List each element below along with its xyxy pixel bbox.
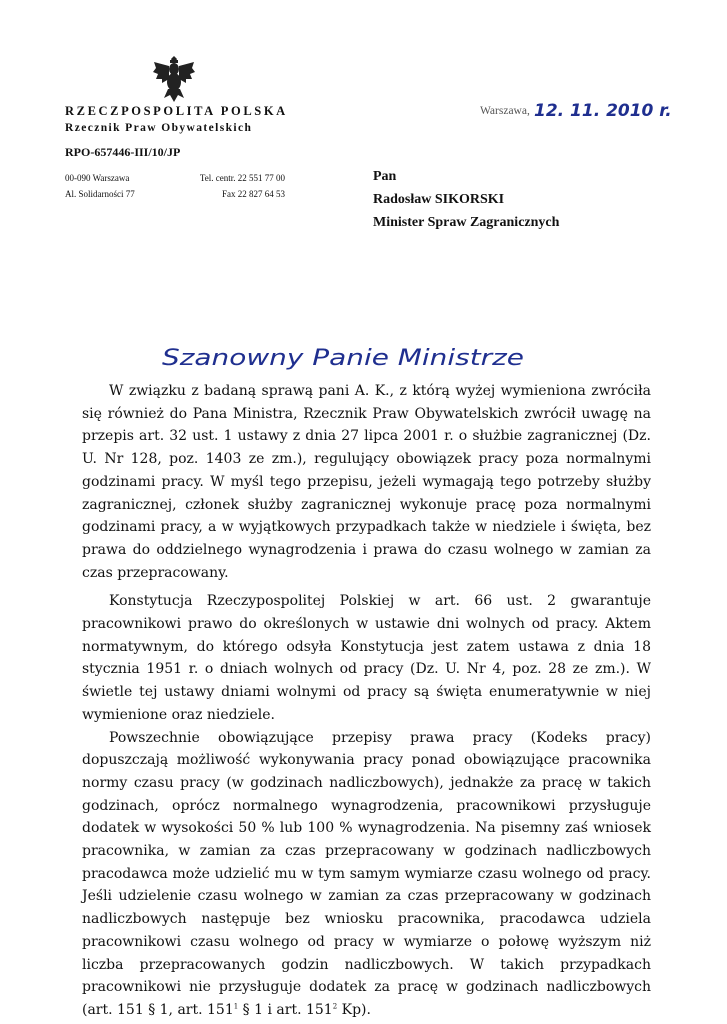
fax-number: Fax 22 827 64 53 [222, 189, 285, 199]
street: Al. Solidarności 77 [65, 189, 135, 199]
phone-number: Tel. centr. 22 551 77 00 [199, 173, 285, 183]
handwritten-salutation-text: Szanowny Panie Ministrze [162, 346, 524, 371]
reference-number: RPO-657446-III/10/JP [65, 145, 181, 159]
recipient-position: Minister Spraw Zagranicznych [373, 215, 560, 230]
superscript-2: 2 [332, 1002, 338, 1011]
office-name: Rzecznik Praw Obywatelskich [65, 122, 253, 134]
recipient-title: Pan [373, 169, 397, 184]
recipient-name: Radosław SIKORSKI [373, 192, 505, 207]
recipient-block [373, 165, 559, 234]
paragraph-3-end: Kp). [337, 1001, 371, 1018]
letter-body [82, 380, 651, 1022]
handwritten-date [532, 96, 672, 126]
polish-eagle-emblem-icon [150, 52, 198, 104]
postcode-city: 00-090 Warszawa [65, 173, 130, 183]
letterhead [65, 103, 288, 137]
paragraph-3 [82, 727, 651, 1022]
handwritten-salutation [160, 338, 530, 378]
country-name: RZECZPOSPOLITA POLSKA [65, 104, 288, 118]
paragraph-1: W związku z badaną sprawą pani A. K., z którą wyżej wymieniona zwróciła się również do Pana Ministra, Rzecznik Praw Obywatelskich zwrócił uwagę na przepis art. 32 ust. 1 ustawy z dnia 27 lipca 2001 r. o służbie zagranicznej (Dz. U. Nr 128, poz. 1403 ze zm.), regulujący obowiązek pracy poza normalnymi godzinami pracy. W myśl tego przepisu, jeżeli wymagają tego potrzeby służby zagranicznej, członek służby zagranicznej wykonuje pracę poza normalnymi godzinami pracy, a w wyjątkowych przypadkach także w niedziele i święta, bez prawa do oddzielnego wynagrodzenia i prawa do czasu wolnego w zamian za czas przepracowany. [82, 383, 651, 581]
superscript-1: 1 [233, 1002, 239, 1011]
paragraph-3-middle: § 1 i art. 151 [238, 1001, 333, 1018]
paragraph-3-text: Powszechnie obowiązujące przepisy prawa pracy (Kodeks pracy) dopuszczają możliwość wykonywania pracy ponad obowiązujące pracownika normy czasu pracy (w godzinach nadliczbowych), jednakże za pracę w takich godzinach, oprócz normalnego wynagrodzenia, pracownikowi przysługuje dodatek w wysokości 50 % lub 100 % wynagrodzenia. Na pisemny zaś wniosek pracownika, w zamian za czas przepracowany w godzinach nadliczbowych pracodawca może udzielić mu w tym samym wymiarze czasu wolnego od pracy. Jeśli udzielenie czasu wolnego w zamian za czas przepracowany w godzinach nadliczbowych następuje bez wniosku pracownika, pracodawca udziela pracownikowi czasu wolnego od pracy w wymiarze o połowę wyższym niż liczba przepracowanych godzin nadliczbowych. W takich przypadkach pracownikowi nie przysługuje dodatek za pracę w godzinach nadliczbowych (art. 151 § 1, art. 151 [82, 729, 651, 1018]
sender-address [65, 170, 285, 202]
handwritten-date-text: 12. 11. 2010 r. [534, 101, 672, 121]
place-of-issue: Warszawa, [480, 105, 530, 117]
paragraph-2: Konstytucja Rzeczypospolitej Polskiej w art. 66 ust. 2 gwarantuje pracownikowi prawo do określonych w ustawie dni wolnych od pracy. Aktem normatywnym, do którego odsyła Konstytucja jest zatem ustawa z dnia 18 stycznia 1951 r. o dniach wolnych od pracy (Dz. U. Nr 4, poz. 28 ze zm.). W świetle tej ustawy dniami wolnymi od pracy są święta enumeratywnie w niej wymienione oraz niedziele. [82, 593, 651, 723]
